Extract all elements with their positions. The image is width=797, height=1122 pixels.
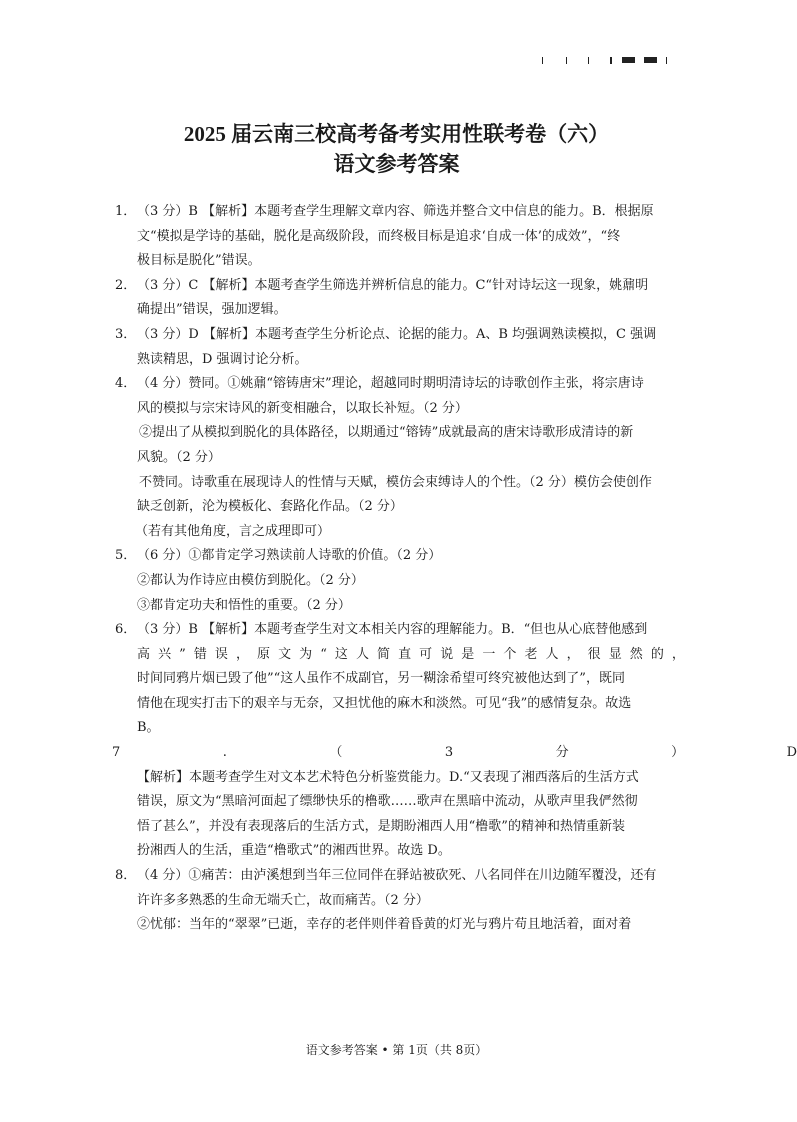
spread-glyph: 老 — [524, 646, 538, 662]
registration-mark — [666, 57, 667, 64]
answer-item — [115, 544, 685, 618]
answer-text: 扮湘西人的生活，重造“橹歌式”的湘西世界。故选 D。 — [137, 843, 451, 859]
spread-glyph: 说 — [440, 646, 454, 662]
answer-text: ③都肯定功夫和悟性的重要。（2 分） — [137, 597, 351, 613]
answer-text-justified — [137, 643, 685, 668]
question-number: 4． — [115, 376, 137, 392]
answer-text: 缺乏创新，沦为模板化、套路化作品。（2 分） — [137, 499, 403, 515]
answer-text: （3 分）C 【解析】本题考查学生筛选并辨析信息的能力。C“针对诗坛这一现象，姚鼐明 — [137, 277, 649, 293]
spread-glyph: 的 — [650, 646, 664, 662]
spread-glyph: 个 — [503, 646, 517, 662]
answer-text: ②提出了从模拟到脱化的具体路径，以期通过“镕铸”成就最高的唐宋诗歌形成清诗的新 — [139, 425, 634, 441]
answer-text: 极目标是脱化”错误。 — [137, 253, 261, 269]
registration-mark — [610, 57, 612, 64]
spread-glyph: 为 — [299, 646, 313, 662]
spread-glyph: 误 — [214, 646, 228, 662]
answer-text: 悟了甚么”，并没有表现落后的生活方式，是期盼湘西人用“橹歌”的精神和热情重新装 — [137, 818, 625, 834]
answer-text: 风貌。（2 分） — [137, 449, 221, 465]
spread-glyph: D — [786, 745, 797, 761]
spread-glyph: 原 — [257, 646, 271, 662]
answer-text: 错误，原文为“黑暗河面起了缥缈快乐的橹歌……歌声在黑暗中流动，从歌声里我俨然彻 — [137, 794, 638, 810]
spread-glyph: “ — [320, 646, 327, 662]
spread-glyph: 很 — [587, 646, 601, 662]
question-number: 3． — [115, 326, 137, 342]
answer-text: （3 分）B 【解析】本题考查学生理解文章内容、筛选并整合文中信息的能力。B．根据原 — [137, 204, 654, 219]
spread-glyph: ） — [671, 745, 685, 761]
answer-item — [115, 372, 685, 544]
answer-text: 时间同鸦片烟已毁了他”“这人虽作不成副官，另一糊涂希望可终究被他达到了”，既同 — [137, 671, 625, 687]
spread-glyph: 一 — [482, 646, 496, 662]
registration-marks — [536, 57, 676, 65]
answer-text: ②忧郁：当年的“翠翠”已逝，幸存的老伴则伴着昏黄的灯光与鸦片苟且地活着，面对着 — [137, 917, 632, 933]
spread-glyph: ， — [671, 646, 685, 662]
spread-glyph: 高 — [137, 646, 151, 662]
spread-glyph: 错 — [193, 646, 207, 662]
registration-mark — [566, 57, 567, 64]
answer-text: 许许多多熟悉的生命无端夭亡，故而痛苦。（2 分） — [137, 892, 429, 908]
spread-glyph: 人 — [355, 646, 369, 662]
spread-glyph: 可 — [419, 646, 433, 662]
answer-text: 确提出”错误，强加逻辑。 — [137, 302, 287, 318]
spread-glyph: 分 — [555, 745, 569, 761]
registration-mark — [622, 57, 635, 63]
answer-text: B。 — [137, 720, 160, 736]
spread-glyph: 简 — [377, 646, 391, 662]
question-number: 6． — [115, 622, 137, 638]
answer-note: （若有其他角度，言之成理即可） — [135, 523, 331, 539]
registration-mark — [542, 57, 543, 64]
answer-text: 不赞同。诗歌重在展现诗人的性情与天赋，模仿会束缚诗人的个性。（2 分）模仿会使创作 — [139, 474, 652, 490]
answer-text: （4 分）①痛苦：由泸溪想到当年三位同伴在驿站被砍死、八名同伴在川边随军覆没，还有 — [137, 868, 657, 884]
answer-item — [115, 618, 685, 741]
answer-item — [115, 200, 685, 274]
spread-glyph: 直 — [398, 646, 412, 662]
answer-key-title: 语文参考答案 — [333, 152, 460, 176]
spread-glyph: 文 — [278, 646, 292, 662]
answer-text: 熟读精思，D 强调讨论分析。 — [137, 351, 308, 367]
spread-glyph: ， — [566, 646, 580, 662]
question-number: 2． — [115, 277, 137, 293]
spread-glyph: （ — [329, 745, 343, 761]
answer-text: （4 分）赞同。①姚鼐“镕铸唐宋”理论，超越同时期明清诗坛的诗歌创作主张，将宗唐诗 — [137, 376, 644, 392]
answer-text: 风的模拟与宗宋诗风的新变相融合，以取长补短。（2 分） — [137, 400, 468, 416]
spread-glyph: 人 — [545, 646, 559, 662]
answer-text: （3 分）B 【解析】本题考查学生对文本相关内容的理解能力。B．“但也从心底替他感到 — [137, 622, 648, 638]
answer-text: （6 分）①都肯定学习熟读前人诗歌的价值。（2 分） — [137, 548, 442, 564]
question-number: 5． — [115, 548, 137, 564]
spread-glyph: ” — [179, 646, 186, 662]
registration-mark — [588, 57, 589, 64]
spread-glyph: 然 — [629, 646, 643, 662]
spread-glyph: ， — [235, 646, 249, 662]
spread-glyph: 是 — [461, 646, 475, 662]
answer-text: 文“模拟是学诗的基础，脱化是高级阶段，而终极目标是追求‘自成一体’的成效”，“终 — [137, 228, 621, 244]
answer-text: 【解析】本题考查学生对文本艺术特色分析鉴赏能力。D.“又表现了湘西落后的生活方式 — [137, 769, 639, 785]
spread-glyph: 显 — [608, 646, 622, 662]
answer-item — [112, 741, 797, 864]
answer-text-justified — [112, 741, 797, 766]
answer-item — [115, 864, 685, 938]
spread-glyph: . — [222, 745, 227, 761]
spread-glyph: 7 — [112, 745, 121, 761]
answer-text: （3 分）D 【解析】本题考查学生分析论点、论据的能力。A、B 均强调熟读模拟，C 强调 — [137, 326, 657, 342]
answer-item — [115, 323, 685, 372]
question-number: 8． — [115, 868, 137, 884]
spread-glyph: 3 — [444, 745, 454, 761]
exam-title: 2025 届云南三校高考备考实用性联考卷（六） — [183, 122, 610, 146]
page-footer: 语文参考答案 • 第 1页（共 8页） — [305, 1043, 488, 1057]
spread-glyph: 这 — [334, 646, 348, 662]
spread-glyph: 兴 — [158, 646, 172, 662]
answer-text: ②都认为作诗应由模仿到脱化。（2 分） — [137, 572, 364, 588]
question-number: 1． — [115, 204, 137, 219]
answer-item — [115, 274, 685, 323]
answer-text: 情他在现实打击下的艰辛与无奈，又担忧他的麻木和淡然。可见“我”的感情复杂。故选 — [137, 695, 632, 711]
answers-body — [112, 200, 797, 938]
registration-mark — [644, 57, 657, 63]
